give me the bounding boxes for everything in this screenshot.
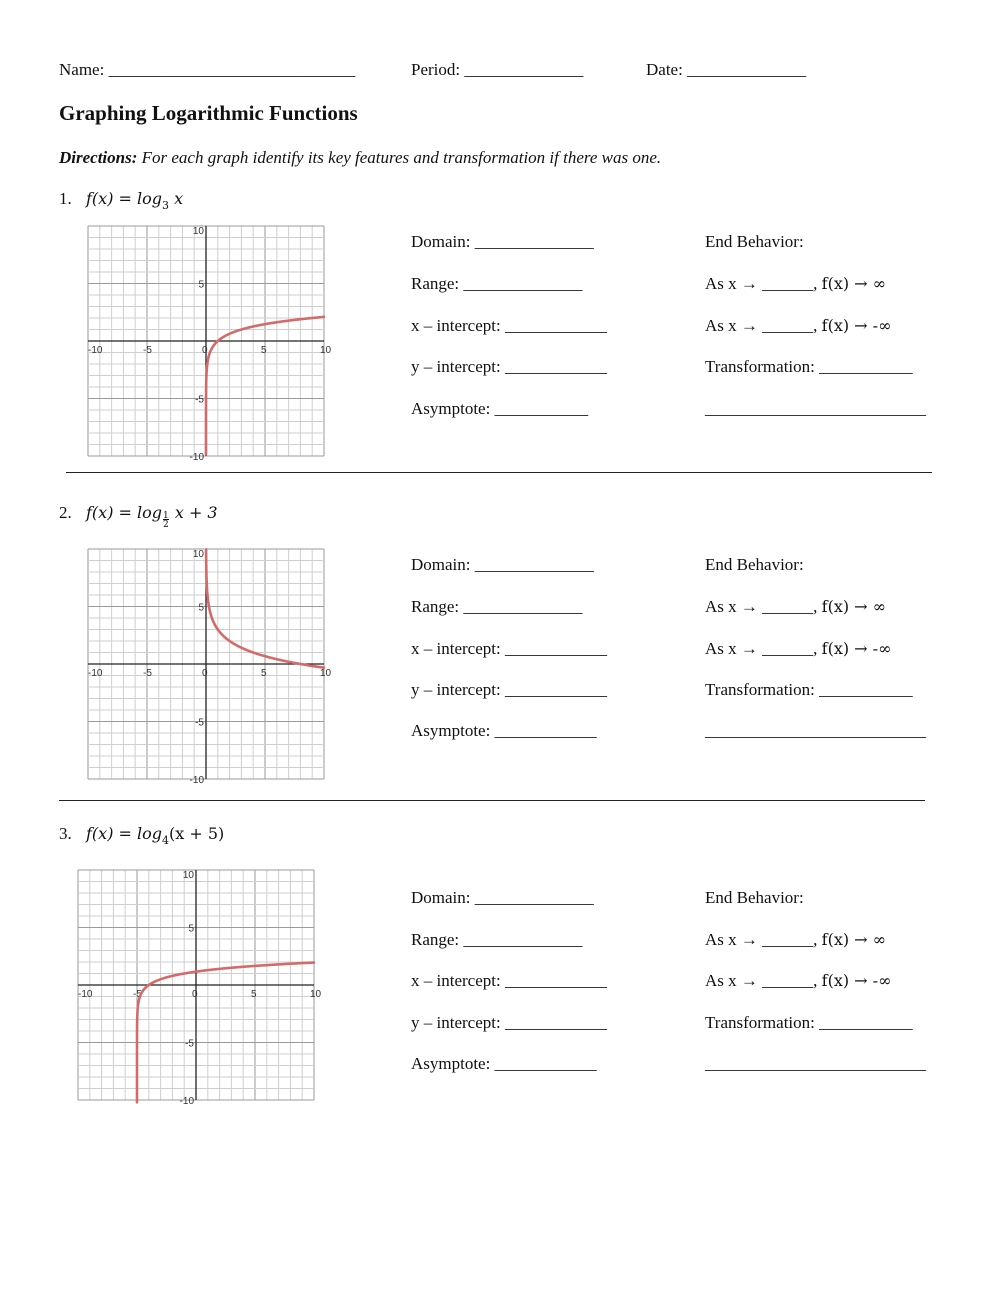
x-tick-label: 5: [251, 989, 257, 1000]
transformation-blank-2[interactable]: __________________________: [705, 721, 926, 740]
x-tick-label: 0: [202, 668, 208, 679]
y-tick-label: -10: [179, 1096, 194, 1106]
end-behavior-label-3: End Behavior:: [705, 888, 804, 907]
log-base: 4: [162, 834, 169, 847]
fraction-numerator: 1: [163, 511, 169, 521]
fraction-denominator: 2: [163, 520, 169, 530]
y-tick-label: 5: [198, 602, 204, 614]
y-intercept-2[interactable]: y – intercept: ____________: [411, 680, 607, 699]
problem-number: 3.: [59, 824, 72, 843]
date-blank[interactable]: ______________: [687, 60, 807, 79]
function-rhs: x + 3: [174, 503, 218, 522]
date-field[interactable]: [646, 60, 806, 80]
y-tick-label: -10: [189, 452, 204, 462]
x-tick-label: 5: [261, 345, 267, 356]
end-behavior-pos-2[interactable]: As x → ______, f(x) → ∞: [705, 597, 886, 616]
range-2[interactable]: Range: ______________: [411, 597, 583, 616]
end-behavior-pos-1[interactable]: As x → ______, f(x) → ∞: [705, 274, 886, 293]
y-tick-label: 5: [188, 923, 194, 935]
divider-1: [66, 472, 932, 473]
end-behavior-label-1: End Behavior:: [705, 232, 804, 251]
problem-3-heading: [59, 824, 225, 847]
end-behavior-neg-2[interactable]: As x → ______, f(x) → -∞: [705, 639, 892, 658]
end-behavior-label-2: End Behavior:: [705, 555, 804, 574]
x-tick-label: 10: [320, 345, 332, 356]
period-field[interactable]: [411, 60, 583, 80]
problem-2-heading: [59, 503, 218, 530]
date-label: Date:: [646, 60, 683, 79]
problem-number: 2.: [59, 503, 72, 522]
directions: [59, 148, 661, 168]
y-intercept-3[interactable]: y – intercept: ____________: [411, 1013, 607, 1032]
function-curve: [137, 963, 314, 1103]
y-tick-label: 10: [192, 549, 204, 560]
transformation-2[interactable]: Transformation: ___________: [705, 680, 913, 699]
function-lhs: f(x) = log: [86, 189, 162, 208]
y-tick-label: 10: [192, 226, 204, 237]
domain-2[interactable]: Domain: ______________: [411, 555, 594, 574]
x-tick-label: 5: [261, 668, 267, 679]
function-rhs: (x + 5): [169, 824, 225, 843]
problem-1-heading: [59, 189, 184, 212]
period-blank[interactable]: ______________: [464, 60, 584, 79]
y-tick-label: -5: [195, 717, 204, 729]
transformation-3[interactable]: Transformation: ___________: [705, 1013, 913, 1032]
asymptote-3[interactable]: Asymptote: ____________: [411, 1054, 597, 1073]
transformation-1[interactable]: Transformation: ___________: [705, 357, 913, 376]
x-tick-label: 10: [320, 668, 332, 679]
y-tick-label: -5: [185, 1038, 194, 1050]
end-behavior-pos-3[interactable]: As x → ______, f(x) → ∞: [705, 930, 886, 949]
y-tick-label: 5: [198, 279, 204, 291]
range-3[interactable]: Range: ______________: [411, 930, 583, 949]
transformation-blank-3[interactable]: __________________________: [705, 1054, 926, 1073]
end-behavior-neg-3[interactable]: As x → ______, f(x) → -∞: [705, 971, 892, 990]
asymptote-1[interactable]: Asymptote: ___________: [411, 399, 589, 418]
problem-number: 1.: [59, 189, 72, 208]
x-intercept-2[interactable]: x – intercept: ____________: [411, 639, 607, 658]
name-field[interactable]: [59, 60, 355, 80]
function-rhs: x: [174, 189, 184, 208]
graph-3: [72, 866, 322, 1106]
end-behavior-neg-1[interactable]: As x → ______, f(x) → -∞: [705, 316, 892, 335]
y-tick-label: -5: [195, 394, 204, 406]
x-tick-label: -10: [88, 345, 103, 356]
directions-label: Directions:: [59, 148, 138, 167]
function-lhs: f(x) = log: [86, 503, 162, 522]
x-intercept-1[interactable]: x – intercept: ____________: [411, 316, 607, 335]
function-lhs: f(x) = log: [86, 824, 162, 843]
directions-text: For each graph identify its key features and transformation if there was one.: [141, 148, 662, 167]
log-base-fraction: [163, 512, 169, 530]
x-tick-label: -5: [133, 989, 142, 1000]
y-tick-label: 10: [182, 870, 194, 881]
asymptote-2[interactable]: Asymptote: ____________: [411, 721, 597, 740]
divider-2: [59, 800, 925, 801]
name-label: Name:: [59, 60, 105, 79]
range-1[interactable]: Range: ______________: [411, 274, 583, 293]
x-tick-label: 0: [202, 345, 208, 356]
y-intercept-1[interactable]: y – intercept: ____________: [411, 357, 607, 376]
x-tick-label: 0: [192, 989, 198, 1000]
name-blank[interactable]: _____________________________: [108, 60, 356, 79]
x-tick-label: -5: [143, 668, 152, 679]
x-tick-label: -10: [78, 989, 93, 1000]
graph-2: [82, 545, 332, 785]
x-tick-label: -5: [143, 345, 152, 356]
transformation-blank-1[interactable]: __________________________: [705, 399, 926, 418]
x-intercept-3[interactable]: x – intercept: ____________: [411, 971, 607, 990]
domain-3[interactable]: Domain: ______________: [411, 888, 594, 907]
x-tick-label: 10: [310, 989, 322, 1000]
graph-1: [82, 222, 332, 462]
page-title: Graphing Logarithmic Functions: [59, 101, 358, 125]
log-base: 3: [162, 199, 169, 212]
domain-1[interactable]: Domain: ______________: [411, 232, 594, 251]
y-tick-label: -10: [189, 775, 204, 785]
period-label: Period:: [411, 60, 461, 79]
x-tick-label: -10: [88, 668, 103, 679]
